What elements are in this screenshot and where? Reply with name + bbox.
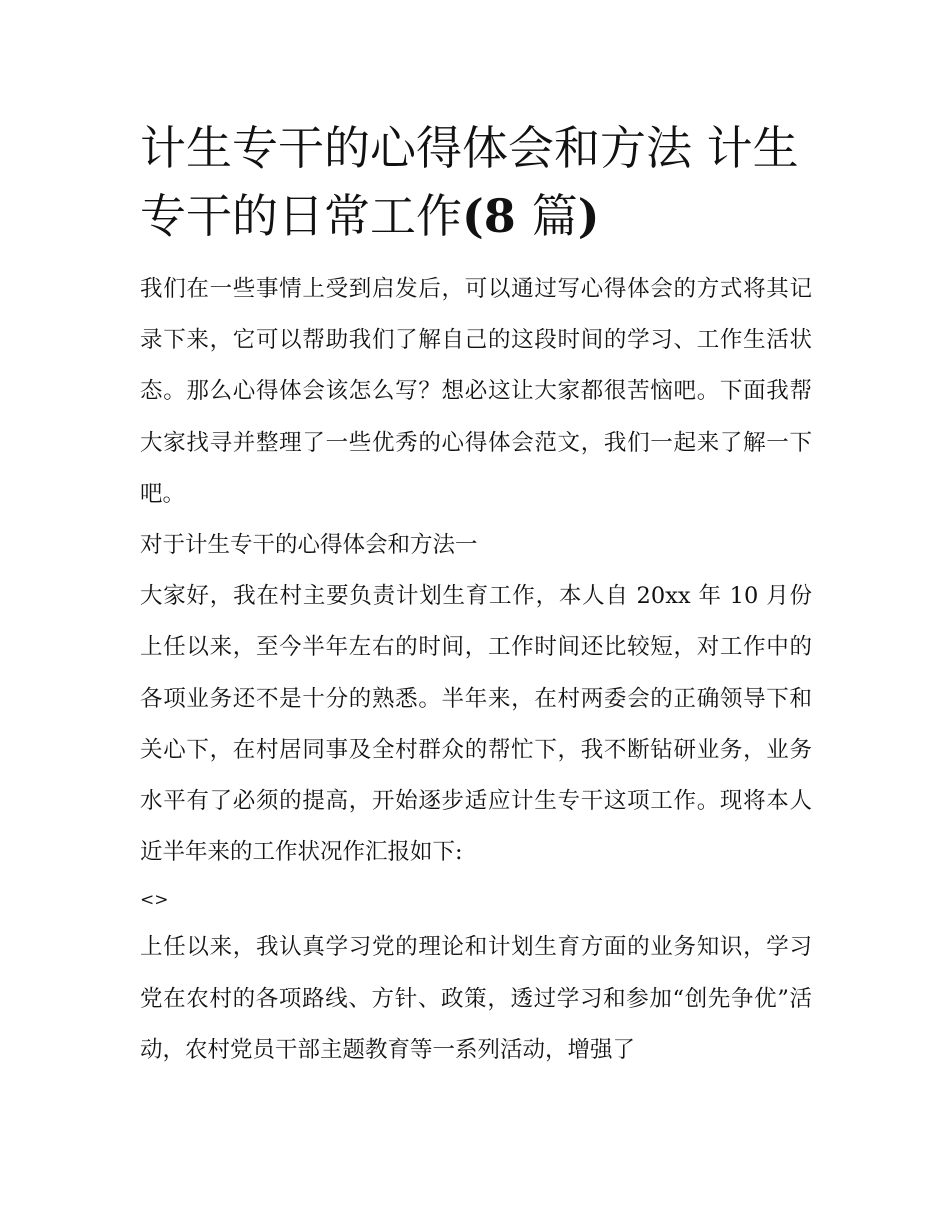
intro-paragraph: 我们在一些事情上受到启发后，可以通过写心得体会的方式将其记录下来，它可以帮助我们了解自己的这段时间的学习、工作生活状态。那么心得体会该怎么写？想必这让大家都很苦恼吧。下面我帮大家找寻并整理了一些优秀的心得体会范文，我们一起来了解一下吧。 — [140, 276, 812, 507]
document-title — [140, 114, 812, 250]
title-text: 计生专干的心得体会和方法 计生专干的日常工作 — [140, 121, 799, 243]
document-content — [140, 114, 812, 1076]
body-paragraph: 大家好，我在村主要负责计划生育工作，本人自 20xx 年 10 月份上任以来，至今半年左右的时间，工作时间还比较短，对工作中的各项业务还不是十分的熟悉。半年来，在村两委会的正确领导下和关心下，在村居同事及全村群众的帮忙下，我不断钻研业务，业务水平有了必须的提高，开始逐步适应计生专干这项工作。现将本人近半年来的工作状况作汇报如下: — [140, 583, 812, 866]
placeholder-marker: <> — [140, 890, 169, 911]
document-body — [140, 264, 812, 1076]
title-count-open: (8 — [462, 189, 532, 243]
title-count-unit: 篇 — [531, 189, 578, 243]
section-heading: 对于计生专干的心得体会和方法一 — [140, 532, 478, 559]
body-paragraph: 上任以来，我认真学习党的理论和计划生育方面的业务知识，学习党在农村的各项路线、方针、政策，透过学习和参加“创先争优”活动，农村党员干部主题教育等一系列活动，增强了 — [140, 934, 812, 1063]
title-count-close: ) — [577, 189, 600, 243]
